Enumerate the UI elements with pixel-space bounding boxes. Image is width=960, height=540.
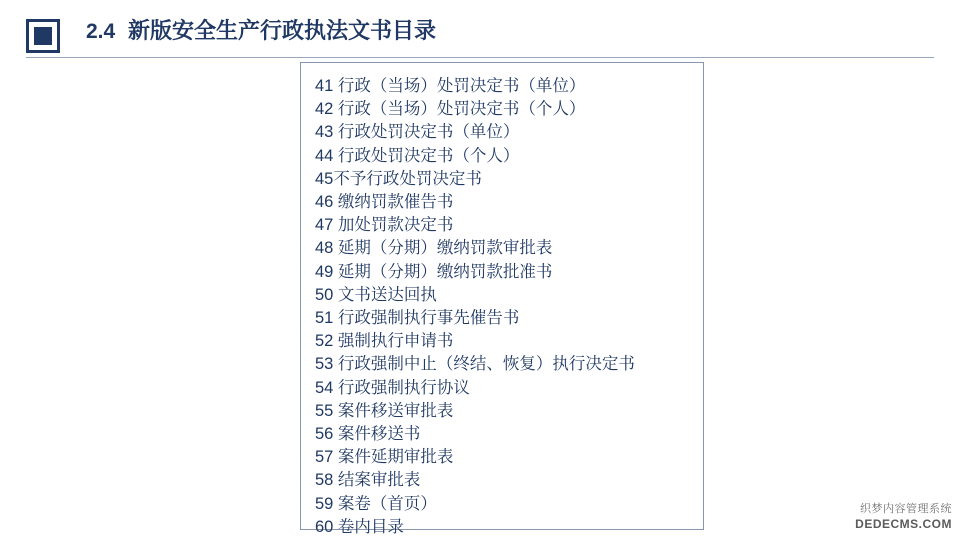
- list-item: 56 案件移送书: [315, 425, 421, 444]
- list-item: 55 案件移送审批表: [315, 401, 454, 420]
- list-item: 45不予行政处罚决定书: [315, 169, 482, 188]
- list-item: 54 行政强制执行协议: [315, 378, 470, 397]
- slide-header: [0, 0, 960, 62]
- list-item: 42 行政（当场）处罚决定书（个人）: [315, 100, 586, 119]
- watermark-english: DEDECMS.COM: [855, 517, 952, 531]
- list-item: 60 卷内目录: [315, 517, 404, 536]
- list-item: 53 行政强制中止（终结、恢复）执行决定书: [315, 355, 635, 374]
- watermark: [855, 503, 952, 532]
- square-bullet-icon: [26, 19, 60, 53]
- section-number: 2.4: [86, 20, 116, 43]
- list-item: 50 文书送达回执: [315, 285, 437, 304]
- list-item: 47 加处罚款决定书: [315, 216, 454, 235]
- list-item: 41 行政（当场）处罚决定书（单位）: [315, 77, 586, 95]
- page-title: 新版安全生产行政执法文书目录: [128, 18, 437, 43]
- list-item: 46 缴纳罚款催告书: [315, 193, 454, 212]
- list-item: 44 行政处罚决定书（个人）: [315, 146, 520, 165]
- watermark-chinese: 织梦内容管理系统: [860, 503, 952, 516]
- header-divider: [26, 57, 934, 58]
- document-list: [315, 75, 703, 539]
- list-item: 58 结案审批表: [315, 471, 421, 490]
- list-item: 48 延期（分期）缴纳罚款审批表: [315, 239, 553, 258]
- list-item: 51 行政强制执行事先催告书: [315, 309, 520, 328]
- list-item: 59 案卷（首页）: [315, 494, 437, 513]
- list-item: 52 强制执行申请书: [315, 332, 454, 351]
- list-item: 49 延期（分期）缴纳罚款批准书: [315, 262, 553, 281]
- list-item: 43 行政处罚决定书（单位）: [315, 123, 520, 142]
- document-list-box: [300, 62, 704, 536]
- list-item: 57 案件延期审批表: [315, 448, 454, 467]
